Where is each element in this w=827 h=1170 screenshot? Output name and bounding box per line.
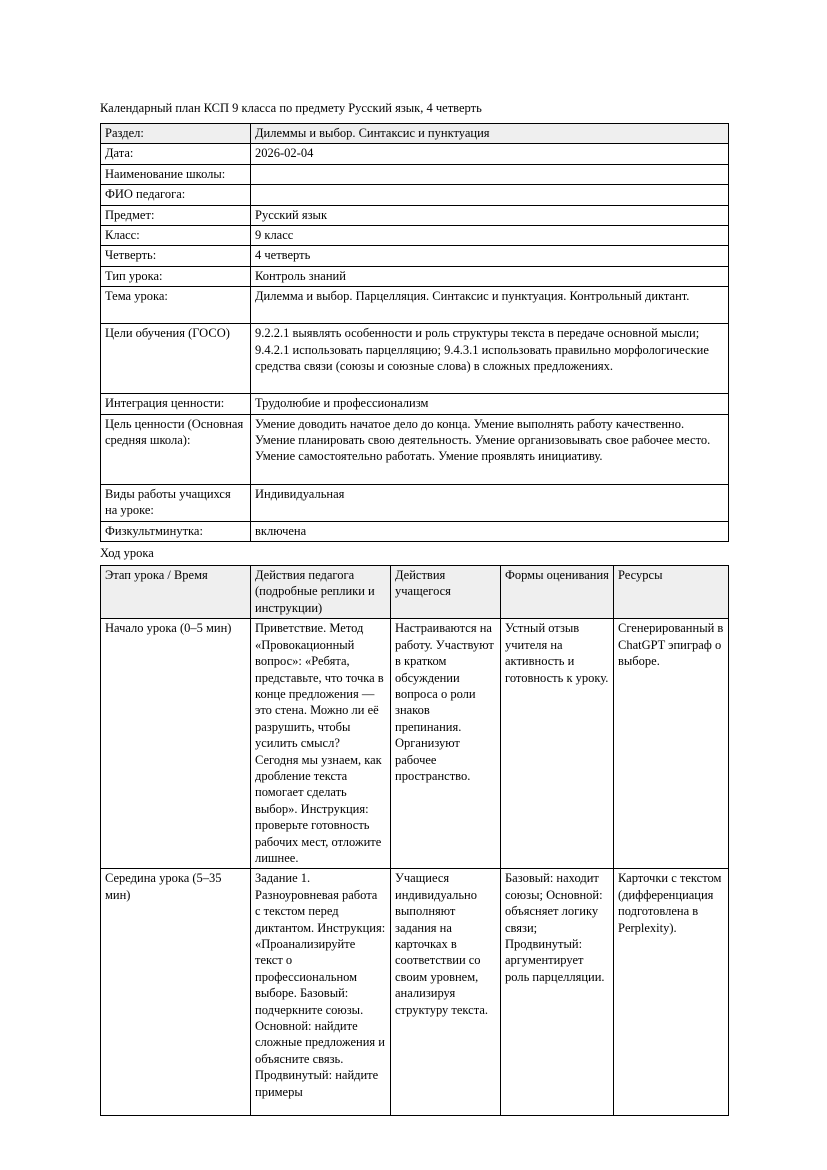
info-label: Интеграция ценности: — [101, 394, 251, 414]
table-row — [101, 144, 729, 164]
info-label: Физкультминутка: — [101, 521, 251, 541]
info-value: Умение доводить начатое дело до конца. Умение выполнять работу качественно. Умение планировать свою деятельность. Умение организовывать свое рабочее место. Умение самостоятельно работать. Умение проявлять инициативу. — [251, 414, 729, 484]
lesson-flow-table — [100, 565, 729, 1116]
info-value: 4 четверть — [251, 246, 729, 266]
table-header-row — [101, 566, 729, 619]
info-value: включена — [251, 521, 729, 541]
info-value: 9 класс — [251, 226, 729, 246]
cell-student-actions: Учащиеся индивидуально выполняют задания на карточках в соответствии со своим уровнем, анализируя структуру текста. — [391, 869, 501, 1116]
info-value — [251, 164, 729, 184]
info-value: Дилемма и выбор. Парцелляция. Синтаксис и пунктуация. Контрольный диктант. — [251, 287, 729, 324]
table-row — [101, 484, 729, 521]
info-label: Цели обучения (ГОСО) — [101, 324, 251, 394]
info-value: 2026-02-04 — [251, 144, 729, 164]
info-value: Русский язык — [251, 205, 729, 225]
table-row — [101, 869, 729, 1116]
cell-assessment: Базовый: находит союзы; Основной: объясняет логику связи; Продвинутый: аргументирует роль парцелляции. — [501, 869, 614, 1116]
cell-resources: Карточки с текстом (дифференциация подготовлена в Perplexity). — [614, 869, 729, 1116]
table-row — [101, 287, 729, 324]
info-value — [251, 185, 729, 205]
table-row — [101, 246, 729, 266]
cell-assessment: Устный отзыв учителя на активность и готовность к уроку. — [501, 619, 614, 869]
cell-resources: Сгенерированный в ChatGPT эпиграф о выборе. — [614, 619, 729, 869]
table-row — [101, 521, 729, 541]
column-header-student-actions: Действия учащегося — [391, 566, 501, 619]
info-label: Тема урока: — [101, 287, 251, 324]
table-row — [101, 324, 729, 394]
column-header-resources: Ресурсы — [614, 566, 729, 619]
info-value: Дилеммы и выбор. Синтаксис и пунктуация — [251, 124, 729, 144]
table-row — [101, 124, 729, 144]
info-label: Дата: — [101, 144, 251, 164]
info-label: Предмет: — [101, 205, 251, 225]
info-label: ФИО педагога: — [101, 185, 251, 205]
table-row — [101, 164, 729, 184]
table-row — [101, 226, 729, 246]
document-content — [100, 100, 728, 1116]
cell-student-actions: Настраиваются на работу. Участвуют в кратком обсуждении вопроса о роли знаков препинания. Организуют рабочее пространство. — [391, 619, 501, 869]
info-label: Четверть: — [101, 246, 251, 266]
info-label: Наименование школы: — [101, 164, 251, 184]
cell-stage: Начало урока (0–5 мин) — [101, 619, 251, 869]
table-row — [101, 394, 729, 414]
column-header-assessment: Формы оценивания — [501, 566, 614, 619]
info-label: Виды работы учащихся на уроке: — [101, 484, 251, 521]
table-row — [101, 185, 729, 205]
table-row — [101, 266, 729, 286]
info-value: Индивидуальная — [251, 484, 729, 521]
column-header-stage: Этап урока / Время — [101, 566, 251, 619]
info-label: Класс: — [101, 226, 251, 246]
info-value: Контроль знаний — [251, 266, 729, 286]
info-value: Трудолюбие и профессионализм — [251, 394, 729, 414]
cell-stage: Середина урока (5–35 мин) — [101, 869, 251, 1116]
lesson-flow-heading: Ход урока — [100, 546, 154, 561]
info-value: 9.2.2.1 выявлять особенности и роль структуры текста в передаче основной мысли; 9.4.2.1 использовать парцелляцию; 9.4.3.1 использовать правильно морфологические средства связи (союзы и союзные слова) в сложных предложениях. — [251, 324, 729, 394]
table-row — [101, 205, 729, 225]
cell-teacher-actions: Приветствие. Метод «Провокационный вопрос»: «Ребята, представьте, что точка в конце предложения — это стена. Можно ли её разрушить, чтобы усилить смысл? Сегодня мы узнаем, как дробление текста помогает сделать выбор». Инструкция: проверьте готовность рабочих мест, отложите лишнее. — [251, 619, 391, 869]
table-row — [101, 619, 729, 869]
info-label: Тип урока: — [101, 266, 251, 286]
table-row — [101, 414, 729, 484]
lesson-info-table — [100, 123, 729, 542]
column-header-teacher-actions: Действия педагога (подробные реплики и инструкции) — [251, 566, 391, 619]
cell-teacher-actions: Задание 1. Разноуровневая работа с текстом перед диктантом. Инструкция: «Проанализируйте текст о профессиональном выборе. Базовый: подчеркните союзы. Основной: найдите сложные предложения и объясните связь. Продвинутый: найдите примеры — [251, 869, 391, 1116]
page-title: Календарный план КСП 9 класса по предмету Русский язык, 4 четверть — [100, 101, 482, 115]
info-label: Раздел: — [101, 124, 251, 144]
info-label: Цель ценности (Основная средняя школа): — [101, 414, 251, 484]
